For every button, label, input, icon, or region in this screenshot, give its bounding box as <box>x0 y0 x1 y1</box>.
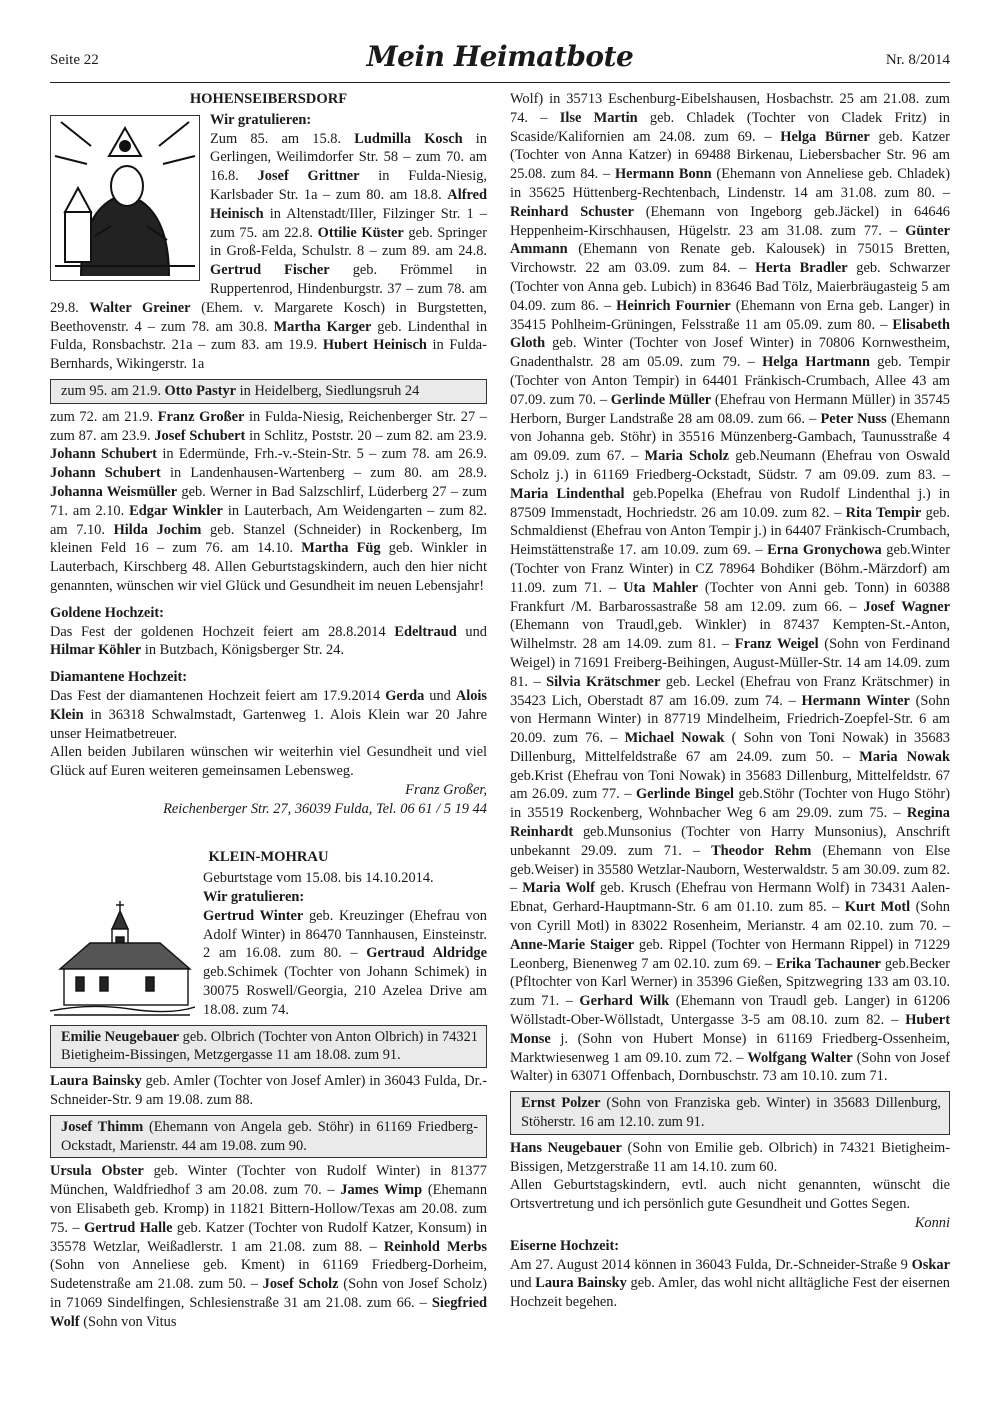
person-name: Josef Schubert <box>154 427 246 444</box>
person-name: Martha Karger <box>273 318 372 335</box>
person-name: Gerlinde Bingel <box>635 786 734 803</box>
person-name: Reinhard Schuster <box>510 203 634 220</box>
person-name: James Wimp <box>340 1182 423 1199</box>
birthday-list-km-2: Laura Bainsky geb. Amler (Tochter von Josef Amler) in 36043 Fulda, Dr.-Schneider-Str. 9 am 19.08. zum 88. <box>50 1073 488 1109</box>
person-name: Günter Ammann <box>510 222 950 258</box>
person-name: Uta Mahler <box>623 579 698 596</box>
left-column <box>50 90 487 1332</box>
person-name: Josef Thimm <box>61 1118 144 1135</box>
golden-wedding-title: Goldene Hochzeit: <box>50 604 164 621</box>
person-name: Ursula Obster <box>50 1163 144 1180</box>
person-name: Ludmilla Kosch <box>354 130 463 147</box>
person-name: Gertrud Fischer <box>210 262 330 279</box>
person-name: Josef Wagner <box>863 598 951 615</box>
person-name: Peter Nuss <box>820 410 887 427</box>
person-name: Josef Grittner <box>257 168 360 185</box>
page-header <box>50 40 950 80</box>
person-name: Franz Weigel <box>734 636 819 653</box>
birthday-list-km-1: Gertrud Winter geb. Kreuzinger (Ehefrau von Adolf Winter) in 86470 Tannhausen, Einsteinstr. 2 am 16.08. zum 80. – Gertraud Aldridge geb.Schimek (Tochter von Johann Schimek) in 30075 Roswell/Georgia, 210 Azelea Drive am 18.08. zum 74. <box>203 907 487 1018</box>
person-name: Rita Tempir <box>845 504 922 521</box>
iron-wedding-title: Eiserne Hochzeit: <box>510 1237 620 1254</box>
person-name: Walter Greiner <box>89 299 191 316</box>
person-name: Maria Lindenthal <box>510 485 625 502</box>
person-name: Otto Pastyr <box>164 382 237 399</box>
page-number: Seite 22 <box>50 52 99 68</box>
birthday-list-km-3: Ursula Obster geb. Winter (Tochter von Rudolf Winter) in 81377 München, Waldfriedhof 3 am 20.08. zum 70. – James Wimp (Ehemann von Elisabeth geb. Kromp) in 11821 Bittern-Hollow/Texas am 20.08. zum 75. – Gertrud Halle geb. Katzer (Tochter von Rudolf Katzer, Konsum) in 35578 Wetzlar, Weißadlerstr. 1 am 21.08. zum 88. – Reinhold Merbs (Sohn von Anneliese geb. Kment) in 61169 Friedberg-Dorheim, Sudetenstraße am 21.08. zum 50. – Josef Scholz (Sohn von Josef Scholz) in 71069 Sindelfingen, Schlesienstraße 31 am 21.08. zum 66. – Siegfried Wolf (Sohn von Vitus <box>50 1163 488 1330</box>
person-name: Laura Bainsky <box>50 1073 142 1090</box>
person-name: Oskar <box>911 1256 950 1273</box>
person-name: Maria Scholz <box>644 448 730 465</box>
person-name: Hermann Winter <box>801 692 910 709</box>
masthead-logo: Mein Heimatbote <box>366 40 634 73</box>
signature-address: Reichenberger Str. 27, 36039 Fulda, Tel. 06 61 / 5 19 44 <box>163 800 487 817</box>
congrats-label-km: Wir gratulieren: <box>203 889 305 906</box>
person-name: Theodor Rehm <box>711 842 812 859</box>
person-name: Michael Nowak <box>624 730 725 747</box>
person-name: Reinhold Merbs <box>383 1238 487 1255</box>
person-name: Maria Wolf <box>522 880 595 897</box>
person-name: Anne-Marie Staiger <box>510 936 634 953</box>
diamond-wedding-text: Das Fest der diamantenen Hochzeit feiert am 17.9.2014 Gerda und Alois Klein in 36318 Schwalmstadt, Gartenweg 1. Alois Klein war 20 Jahre unser Heimatbetreuer. <box>50 687 487 742</box>
person-name: Helga Hartmann <box>762 354 871 371</box>
person-name: Elisabeth Gloth <box>510 316 950 352</box>
highlight-box-thimm <box>50 1115 487 1159</box>
person-name: Gerda <box>385 687 425 704</box>
person-name: Regina Reinhardt <box>510 805 950 841</box>
person-name: Helga Bürner <box>780 128 870 145</box>
person-name: Ottilie Küster <box>317 224 404 241</box>
person-name: Hilmar Köhler <box>50 642 142 659</box>
person-name: Hermann Bonn <box>614 166 712 183</box>
right-column <box>510 90 950 1312</box>
person-name: Alfred Heinisch <box>210 186 487 222</box>
person-name: Kurt Motl <box>844 899 911 916</box>
person-name: Josef Scholz <box>262 1276 339 1293</box>
person-name: Wolfgang Walter <box>747 1049 853 1066</box>
birthday-list-2: zum 72. am 21.9. Franz Großer in Fulda-Niesig, Reichenberger Str. 27 – zum 87. am 23.9. Josef Schubert in Schlitz, Poststr. 20 – zum 82. am 23.9. Johann Schubert in Edermünde, Frh.-v.-Stein-Str. 5 – zum 78. am 26.9. Johann Schubert in Landenhausen-Wartenberg – zum 80. am 28.9. Johanna Weismüller geb. Werner in Bad Salzschlirf, Lüderberg 27 – zum 71. am 2.10. Edgar Winkler in Lauterbach, Am Weidengarten – zum 82. am 7.10. Hilda Jochim geb. Stanzel (Schneider) in Rockenberg, Im kleinen Feld 16 – zum 76. am 14.10. Martha Füg geb. Winkler in Lauterbach, Kirschberg 48. Allen Geburtstagskindern, auch den hier nicht genannten, wünschen wir viel Glück und Gesundheit im neuen Lebensjahr! <box>50 408 487 594</box>
person-name: Johann Schubert <box>50 446 157 463</box>
person-name: Emilie Neugebauer <box>61 1028 179 1045</box>
woodcut-illustration <box>50 115 200 281</box>
closing-wishes: Allen Geburtstagskindern, evtl. auch nicht genannten, wünscht die Ortsvertretung und ich persönlich gute Gesundheit und Gottes Segen. <box>510 1177 950 1213</box>
person-name: Erna Gronychowa <box>767 542 882 559</box>
person-name: Herta Bradler <box>755 260 848 277</box>
person-name: Ilse Martin <box>559 109 638 126</box>
person-name: Gertrud Halle <box>84 1219 173 1236</box>
golden-wedding-text: Das Fest der goldenen Hochzeit feiert am 28.8.2014 Edeltraud und Hilmar Köhler in Butzbach, Königsberger Str. 24. <box>50 623 487 659</box>
highlight-text: Ernst Polzer (Sohn von Franziska geb. Winter) in 35683 Dillenburg, Stöherstr. 16 am 12.10. zum 91. <box>521 1095 941 1131</box>
birthday-list-km-4: Hans Neugebauer (Sohn von Emilie geb. Olbrich) in 74321 Bietigheim-Bissigen, Metzgerstraße 11 am 14.10. zum 60. <box>510 1139 951 1175</box>
highlight-box-pastyr <box>50 379 487 404</box>
section-title-kleinmohrau: KLEIN-MOHRAU <box>208 849 329 866</box>
birthday-range: Geburtstage vom 15.08. bis 14.10.2014. <box>203 870 434 887</box>
person-name: Maria Nowak <box>859 748 950 765</box>
person-name: Hubert Monse <box>510 1012 950 1047</box>
birthday-list-km-continued: Wolf) in 35713 Eschenburg-Eibelshausen, Hosbachstr. 25 am 21.08. zum 74. – Ilse Martin geb. Chladek (Tochter von Cladek Fritz) in Scaside/Kalifornien am 24.08. zum 69. – Helga Bürner geb. Katzer (Tochter von Anna Katzer) in 69488 Birkenau, Liebersbacher Str. 96 am 25.08. zum 84. – Hermann Bonn (Ehemann von Anneliese geb. Chladek) in 35625 Hüttenberg-Rechtenbach, Lindenstr. 14 am 31.08. zum 80. – Reinhard Schuster (Ehemann von Ingeborg geb.Jäckel) in 64646 Heppenheim-Kirschhausen, Hügelstr. 23 am 31.08. zum 77. – Günter Ammann (Ehemann von Renate geb. Kalousek) in 75015 Bretten, Virchowstr. 22 am 03.09. zum 84. – Herta Bradler geb. Schwarzer (Tochter von Anna geb. Lubich) in 83646 Bad Tölz, Maierbräugasteig 5 am 04.09. zum 86. – Heinrich Fournier (Ehemann von Erna geb. Langer) in 35415 Pohlheim-Grüningen, Felsstraße 11 am 05.09. zum 80. – Elisabeth Gloth geb. Winter (Tochter von Josef Winter) in 70806 Kornwestheim, Gnadenthalstr. 28 am 05.09. zum 79. – Helga Hartmann geb. Tempir (Tochter von Anton Tempir) in 64401 Fränkisch-Crumbach, Allee 43 am 07.09. zum 70. – Gerlinde Müller (Ehefrau von Hermann Müller) in 35745 Herborn, Burger Landstraße 28 am 08.09. zum 66. – Peter Nuss (Ehemann von Johanna geb. Stöhr) in 35516 Münzenberg-Gambach, Taunusstraße 4 am 09.09. zum 67. – Maria Scholz geb.Neumann (Ehefrau von Oswald Scholz j.) in 61169 Friedberg-Ockstadt, Südstr. 7 am 09.09. zum 83. – Maria Lindenthal geb.Popelka (Ehefrau von Rudolf Lindenthal j.) in 87509 Immenstadt, Hochriedstr. 26 am 10.09. zum 82. – Rita Tempir geb. Schmaldienst (Ehefrau von Anton Tempir j.) in 64407 Fränkisch-Crumbach, Heimstättenstraße 17. am 10.09. zum 69. – Erna Gronychowa geb.Winter (Tochter von Franz Winter) in CZ 78964 Bohdiker (Böhm.-Märzdorf) am 11.09. zum 71. – Uta Mahler (Tochter von Anni geb. Tonn) in 60388 Frankfurt /M. Barbarossastraße 58 am 12.09. zum 66. – Josef Wagner (Ehemann von Traudl,geb. Winkler) in 87437 Kempten-St.-Anton, Wilhelmstr. 28 am 14.09. zum 81. – Franz Weigel (Sohn von Ferdinand Weigel) in 71691 Freiberg-Beihingen, August-Müller-Str. 14 am 14.09. zum 81. – Silvia Krätschmer geb. Leckel (Ehefrau von Franz Krätschmer) in 35423 Lich, Oberstadt 87 am 16.09. zum 74. – Hermann Winter (Sohn von Hermann Winter) in 87719 Mindelheim, Friedrich-Zoepfel-Str. 6 am 20.09. zum 76. – Michael Nowak ( Sohn von Toni Nowak) in 35683 Dillenburg, Mittelfeldstraße 67 am 24.09. zum 50. – Maria Nowak geb.Krist (Ehefrau von Toni Nowak) in 35683 Dillenburg, Mittelfeldstr. 67 am 26.09. zum 77. – Gerlinde Bingel geb.Stöhr (Tochter von Hugo Stöhr) in 35519 Rockenberg, Wohnbacher Weg 6 am 29.09. zum 75. – Regina Reinhardt geb.Munsonius (Tochter von Harry Munsonius), Anschrift unbekannt 29.09. zum 71. – Theodor Rehm (Ehemann von Else geb.Weiser) in 35580 Wetzlar-Nauborn, Westerwaldstr. 5 am 30.09. zum 82. – Maria Wolf geb. Krusch (Ehefrau von Hermann Wolf) in 73431 Aalen-Ebnat, Gerhard-Hauptmann-Str. 6 am 01.10. zum 85. – Kurt Motl (Sohn von Cyrill Motl) in 83022 Rosenheim, Merianstr. 4 am 02.10. zum 70. – Anne-Marie Staiger geb. Rippel (Tochter von Hermann Rippel) in 71229 Leonberg, Bienenweg 7 am 02.10. zum 69. – Erika Tachauner geb.Becker (Pfltochter von Karl Werner) in 35396 Gießen, Spitzwegring 133 am 03.10. zum 71. – Gerhard Wilk (Ehemann von Traudl geb. Langer) in 61206 Wöllstadt-Ober-Wöllstadt, Untergasse 3-5 am 08.10. zum 82. – Hubert Monse j. (Sohn von Hubert Monse) in 61169 Friedberg-Ossenheim, Marktwiesenweg 1 am 09.10. zum 72. – Wolfgang Walter (Sohn von Josef Walter) in 63071 Offenbach, Dornbuschstr. 73 am 10.10. zum 71. <box>510 91 951 1085</box>
section-title-hohenseibersdorf: HOHENSEIBERSDORF <box>189 91 348 107</box>
signature-name: Franz Großer, <box>405 781 487 798</box>
person-name: Johann Schubert <box>50 465 161 482</box>
person-name: Gerhard Wilk <box>579 993 670 1010</box>
person-name: Johanna Weismüller <box>50 483 178 500</box>
highlight-text: zum 95. am 21.9. Otto Pastyr in Heidelberg, Siedlungsruh 24 <box>61 382 420 399</box>
person-name: Edeltraud <box>394 623 457 640</box>
person-name: Siegfried Wolf <box>50 1295 487 1330</box>
person-name: Hubert Heinisch <box>322 337 427 354</box>
birthday-list-1: Zum 85. am 15.8. Ludmilla Kosch in Gerlingen, Weilimdorfer Str. 58 – zum 70. am 16.8. Josef Grittner in Fulda-Niesig, Karlsbader Str. 1a – zum 80. am 18.8. Alfred Heinisch in Altenstadt/Iller, Filzinger Str. 1 – zum 75. am 22.8. Ottilie Küster geb. Springer in Groß-Felda, Schulstr. 8 – zum 89. am 24.8. Gertrud Fischer geb. Frömmel in Ruppertenrod, Hindenburgstr. 37 – zum 78. am 29.8. Walter Greiner (Ehem. v. Margarete Kosch) in Burgstetten, Beethovenstr. 4 – zum 78. am 30.8. Martha Karger geb. Lindenthal in Fulda, Ronsbachstr. 21a – zum 83. am 19.9. Hubert Heinisch in Fulda-Bernhards, Wikingerstr. 1a <box>50 130 488 373</box>
highlight-box-polzer <box>510 1091 950 1135</box>
highlight-box-neugebauer <box>50 1025 487 1069</box>
person-name: Ernst Polzer <box>521 1095 601 1112</box>
person-name: Hans Neugebauer <box>510 1139 622 1156</box>
church-drawing <box>50 899 195 1017</box>
person-name: Alois Klein <box>50 687 487 723</box>
person-name: Gertraud Aldridge <box>366 945 487 962</box>
person-name: Laura Bainsky <box>535 1275 627 1292</box>
person-name: Heinrich Fournier <box>616 297 731 314</box>
header-rule <box>50 82 950 83</box>
highlight-text: Emilie Neugebauer geb. Olbrich (Tochter von Anton Olbrich) in 74321 Bietigheim-Bissingen, Metzgergasse 11 am 18.08. zum 91. <box>61 1028 478 1064</box>
person-name: Erika Tachauner <box>776 955 881 972</box>
congrats-label: Wir gratulieren: <box>210 111 312 128</box>
person-name: Edgar Winkler <box>129 502 223 519</box>
person-name: Martha Füg <box>301 540 381 557</box>
closing-signature: Konni <box>914 1215 950 1232</box>
person-name: Hilda Jochim <box>113 521 202 538</box>
iron-wedding-text: Am 27. August 2014 können in 36043 Fulda, Dr.-Schneider-Straße 9 Oskar und Laura Bainsky geb. Amler, das wohl nicht alltägliche Fest der eisernen Hochzeit begehen. <box>510 1256 950 1311</box>
person-name: Silvia Krätschmer <box>546 673 661 690</box>
issue-number: Nr. 8/2014 <box>885 52 950 68</box>
diamond-wedding-title: Diamantene Hochzeit: <box>50 669 188 686</box>
diamond-wedding-wish: Allen beiden Jubilaren wünschen wir weiterhin viel Gesundheit und viel Glück auf Euren weiteren gemeinsamen Lebensweg. <box>50 744 487 780</box>
person-name: Franz Großer <box>157 408 245 425</box>
highlight-text: Josef Thimm (Ehemann von Angela geb. Stöhr) in 61169 Friedberg-Ockstadt, Marienstr. 44 am 19.08. zum 90. <box>61 1118 478 1154</box>
person-name: Gerlinde Müller <box>610 391 712 408</box>
person-name: Gertrud Winter <box>203 907 304 924</box>
